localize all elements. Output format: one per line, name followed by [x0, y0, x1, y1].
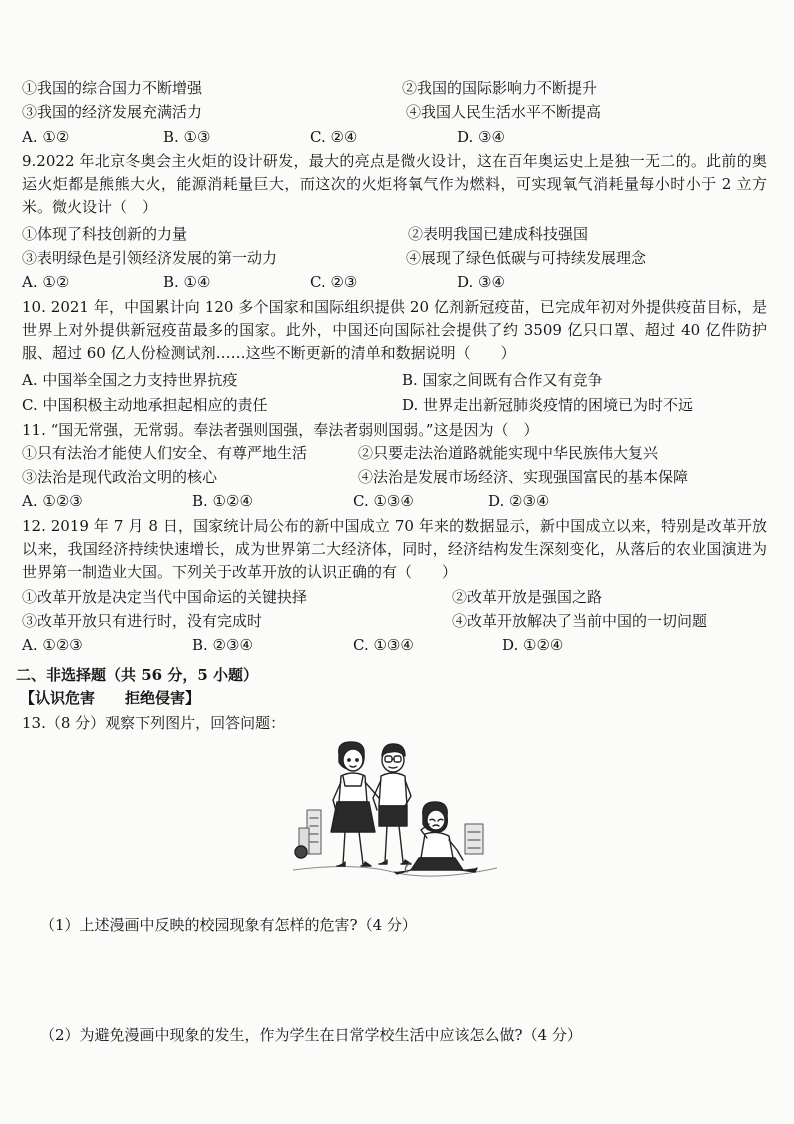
q9-answer-d: D. ③④ — [457, 273, 505, 291]
q10-answers-row1 — [22, 369, 742, 391]
q10-stem: 10. 2021 年，中国累计向 120 多个国家和国际组织提供 20 亿剂新冠疫苗，已完成年初对外提供疫苗目标，是世界上对外提供新冠疫苗最多的国家。此外，中国还向国际社会提供了约 3509 亿只口罩、超过 40 亿件防护服、超过 60 亿人份检测试剂……这些不断更新的清单和数据说明（ ） — [22, 298, 767, 362]
q8-option-3: ③我国的经济发展充满活力 — [22, 103, 203, 121]
q12-option-2: ②改革开放是强国之路 — [452, 588, 603, 606]
q9-stem: 9.2022 年北京冬奥会主火炬的设计研发，最大的亮点是微火设计，这在百年奥运史上是独一无二的。此前的奥运火炬都是熊熊大火，能源消耗量巨大，而这次的火炬将氧气作为燃料，可实现氧气消耗量每小时小于 2 立方米。微火设计（ ） — [22, 152, 767, 216]
q8-option-1: ①我国的综合国力不断增强 — [22, 79, 203, 97]
q10-answer-d: D. 世界走出新冠肺炎疫情的困境已为时不远 — [402, 396, 694, 414]
section-title: 二、非选择题（共 56 分，5 小题） — [16, 666, 258, 684]
q11-options-row2 — [22, 466, 742, 488]
q11-option-1: ①只有法治才能使人们安全、有尊严地生活 — [22, 444, 308, 462]
q9-option-3: ③表明绿色是引领经济发展的第一动力 — [22, 249, 278, 267]
q12-answer-b: B. ②③④ — [192, 636, 253, 654]
q8-answer-b: B. ①③ — [163, 128, 211, 146]
q11-answer-c: C. ①③④ — [353, 492, 414, 510]
q12-answer-a: A. ①②③ — [22, 636, 83, 654]
cartoon-illustration — [293, 740, 497, 890]
q11-answers — [22, 490, 742, 512]
q8-options-row2 — [22, 101, 742, 123]
q8-answer-d: D. ③④ — [457, 128, 505, 146]
q9-options-row2 — [22, 247, 742, 269]
q12-option-1: ①改革开放是决定当代中国命运的关键抉择 — [22, 588, 308, 606]
q12-answer-d: D. ①②④ — [502, 636, 564, 654]
q8-answer-c: C. ②④ — [310, 128, 358, 146]
q11-option-2: ②只要走法治道路就能实现中华民族伟大复兴 — [358, 444, 659, 462]
q11-answer-b: B. ①②④ — [192, 492, 253, 510]
q11-answer-d: D. ②③④ — [488, 492, 550, 510]
q11-option-4: ④法治是发展市场经济、实现强国富民的基本保障 — [358, 468, 689, 486]
q8-option-2: ②我国的国际影响力不断提升 — [402, 79, 598, 97]
q9-answer-b: B. ①④ — [163, 273, 211, 291]
q9-answers — [22, 271, 742, 293]
q12-options-row1 — [22, 586, 742, 608]
q8-option-4: ④我国人民生活水平不断提高 — [406, 103, 602, 121]
q11-options-row1 — [22, 442, 742, 464]
q9-option-2: ②表明我国已建成科技强国 — [408, 225, 589, 243]
q12-stem: 12. 2019 年 7 月 8 日，国家统计局公布的新中国成立 70 年来的数据显示，新中国成立以来，特别是改革开放以来，我国经济持续快速增长，成为世界第二大经济体，同时，经济结构发生深刻变化，从落后的农业国演进为世界第一制造业大国。下列关于改革开放的认识正确的有（ ） — [22, 517, 767, 581]
q12-option-3: ③改革开放只有进行时，没有完成时 — [22, 612, 263, 630]
q9-options-row1 — [22, 223, 742, 245]
q8-options-row1 — [22, 77, 742, 99]
q12-answers — [22, 634, 742, 656]
q11-stem: 11. “国无常强，无常弱。奉法者强则国强，奉法者弱则国弱。”这是因为（ ） — [22, 421, 539, 439]
section-theme: 【认识危害 拒绝侵害】 — [20, 689, 201, 707]
q10-answers-row2 — [22, 394, 742, 416]
q10-answer-a: A. 中国举全国之力支持世界抗疫 — [22, 371, 238, 389]
q12-option-4: ④改革开放解决了当前中国的一切问题 — [452, 612, 708, 630]
q8-answers — [22, 126, 742, 148]
q9-option-4: ④展现了绿色低碳与可持续发展理念 — [406, 249, 647, 267]
q11-option-3: ③法治是现代政治文明的核心 — [22, 468, 218, 486]
q11-answer-a: A. ①②③ — [22, 492, 83, 510]
q9-answer-c: C. ②③ — [310, 273, 358, 291]
q9-answer-a: A. ①② — [22, 273, 70, 291]
q13-stem: 13.（8 分）观察下列图片，回答问题： — [22, 714, 286, 732]
q8-answer-a: A. ①② — [22, 128, 70, 146]
q10-answer-c: C. 中国积极主动地承担起相应的责任 — [22, 396, 268, 414]
q12-options-row2 — [22, 610, 742, 632]
q13-sub-question-2: （2）为避免漫画中现象的发生，作为学生在日常学校生活中应该怎么做?（4 分） — [40, 1026, 582, 1044]
q12-answer-c: C. ①③④ — [353, 636, 414, 654]
q13-sub-question-1: （1）上述漫画中反映的校园现象有怎样的危害?（4 分） — [40, 916, 417, 934]
q9-option-1: ①体现了科技创新的力量 — [22, 225, 188, 243]
q10-answer-b: B. 国家之间既有合作又有竞争 — [402, 371, 603, 389]
